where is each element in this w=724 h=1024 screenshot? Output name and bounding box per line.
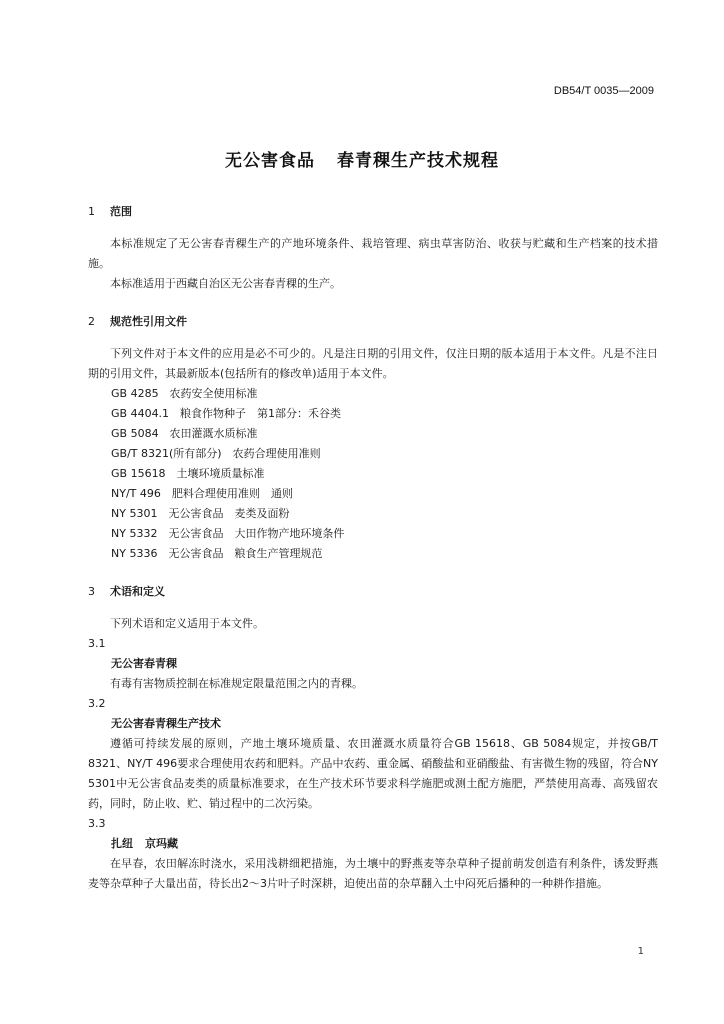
terms-intro: 下列术语和定义适用于本文件。 [110, 617, 264, 630]
scope-paragraph-2: 本标准适用于西藏自治区无公害春青稞的生产。 [110, 277, 341, 290]
reference-item: NY/T 496 肥料合理使用准则 通则 [111, 487, 293, 500]
section-heading-scope [88, 200, 658, 224]
term-name [88, 834, 658, 854]
section-number: 2 [88, 315, 95, 328]
section-heading-references [88, 310, 658, 334]
document-body [88, 200, 658, 894]
standard-code: DB54/T 0035—2009 [553, 85, 654, 97]
term-definition: 有毒有害物质控制在标准规定限量范围之内的青稞。 [110, 677, 363, 690]
section-title: 规范性引用文件 [110, 315, 187, 328]
document-title [0, 146, 724, 171]
term-number: 3.1 [88, 637, 106, 650]
term-number: 3.3 [88, 817, 106, 830]
page-number: 1 [637, 946, 644, 957]
section-title: 术语和定义 [110, 585, 165, 598]
reference-item: NY 5332 无公害食品 大田作物产地环境条件 [111, 527, 345, 540]
reference-item: GB 15618 土壤环境质量标准 [111, 467, 265, 480]
title-part-2: 春青稞生产技术规程 [337, 151, 499, 171]
scope-paragraph-1: 本标准规定了无公害春青稞生产的产地环境条件、栽培管理、病虫草害防治、收获与贮藏和生产档案的技术措施。 [88, 237, 658, 270]
section-title: 范围 [110, 205, 132, 218]
term-number: 3.2 [88, 697, 106, 710]
section-number: 3 [88, 585, 95, 598]
reference-item: GB 4404.1 粮食作物种子 第1部分：禾谷类 [111, 407, 342, 420]
reference-item: NY 5301 无公害食品 麦类及面粉 [111, 507, 290, 520]
title-part-1: 无公害食品 [225, 151, 315, 171]
term-name: 无公害春青稞 [111, 657, 177, 670]
section-number: 1 [88, 205, 95, 218]
reference-item: NY 5336 无公害食品 粮食生产管理规范 [111, 547, 323, 560]
term-definition: 在早春，农田解冻时浇水，采用浅耕细耙措施，为土壤中的野燕麦等杂草种子提前萌发创造有利条件，诱发野燕麦等杂草种子大量出苗，待长出2～3片叶子时深耕，迫使出苗的杂草翻入土中闷死后播种的一种耕作措施。 [88, 857, 658, 890]
reference-item: GB/T 8321(所有部分) 农药合理使用准则 [111, 447, 321, 460]
reference-item: GB 5084 农田灌溉水质标准 [111, 427, 258, 440]
term-name-alt: 京玛藏 [145, 837, 178, 850]
reference-item: GB 4285 农药安全使用标准 [111, 387, 258, 400]
term-name-tibetan: 扎纽 [111, 837, 133, 850]
term-definition: 遵循可持续发展的原则，产地土壤环境质量、农田灌溉水质量符合GB 15618、GB 5084规定，并按GB/T 8321、NY/T 496要求合理使用农药和肥料。产品中农药、重金属、硝酸盐和亚硝酸盐、有害微生物的残留，符合NY 5301中无公害食品麦类的质量标准要求，在生产技术环节要求科学施肥或测土配方施肥，严禁使用高毒、高残留农药，同时，防止收、贮、销过程中的二次污染。 [88, 737, 658, 810]
term-name: 无公害春青稞生产技术 [111, 717, 221, 730]
references-intro: 下列文件对于本文件的应用是必不可少的。凡是注日期的引用文件，仅注日期的版本适用于本文件。凡是不注日期的引用文件，其最新版本(包括所有的修改单)适用于本文件。 [88, 347, 658, 380]
section-heading-terms [88, 580, 658, 604]
